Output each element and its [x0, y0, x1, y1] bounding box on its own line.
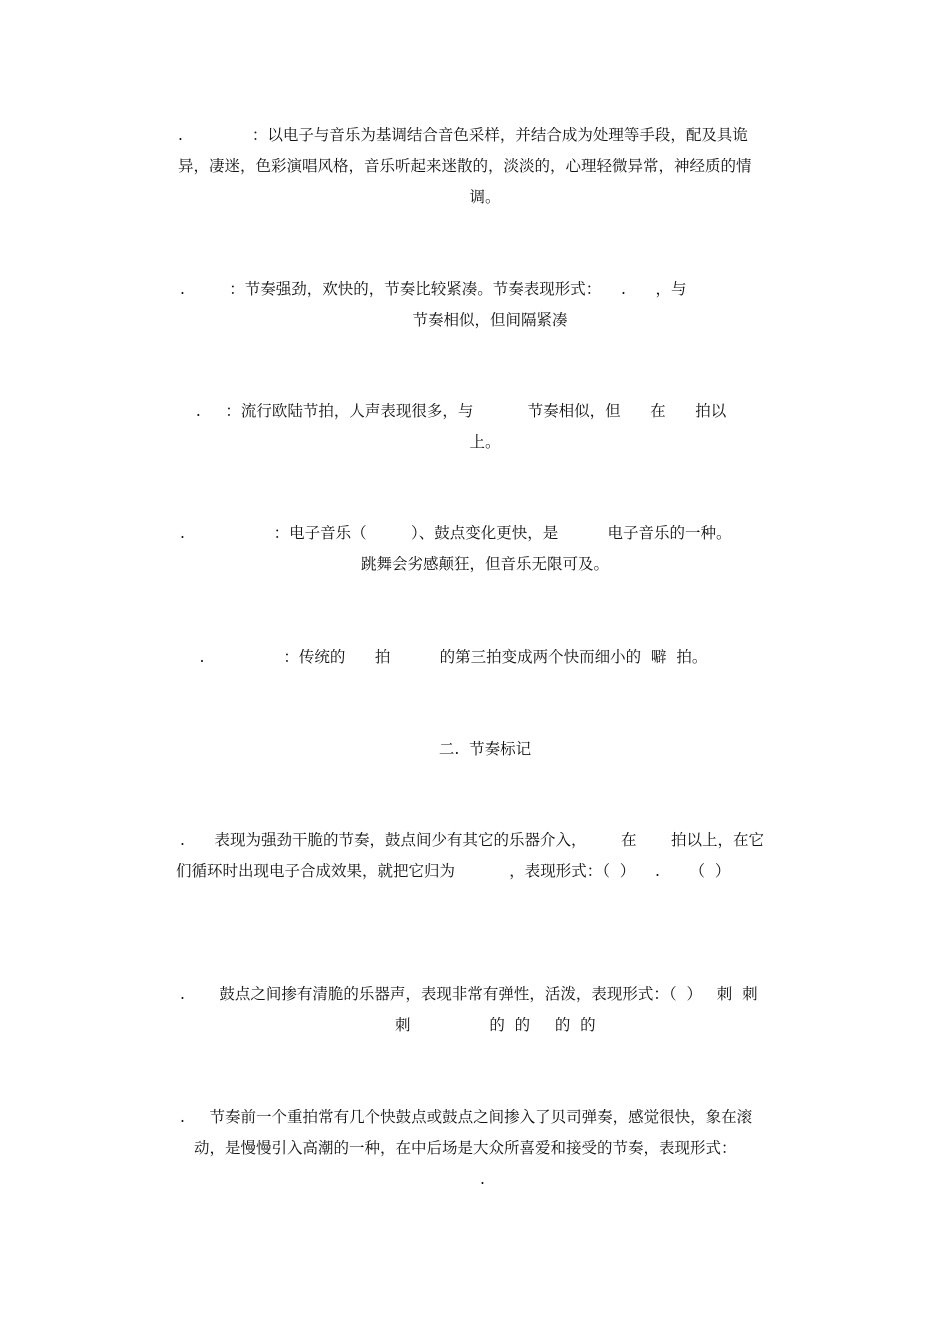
section-heading: 二. 节奏标记 — [438, 740, 532, 758]
paragraph-5-line-1: . ：传统的 拍 的第三拍变成两个快而细小的 噼 拍。 — [170, 648, 708, 666]
paragraph-1-line-2: 异，凄迷，色彩演唱风格，音乐听起来迷散的，淡淡的，心理轻微异常，神经质的情 — [178, 157, 752, 175]
paragraph-6-line-1: . 表现为强劲干脆的节奏，鼓点间少有其它的乐器介入， 在 拍以上，在它 — [180, 831, 764, 849]
paragraph-8-line-1: . 节奏前一个重拍常有几个快鼓点或鼓点之间掺入了贝司弹奏，感觉很快，象在滚 — [180, 1108, 753, 1126]
paragraph-8-line-2: 动，是慢慢引入高潮的一种，在中后场是大众所喜爱和接受的节奏，表现形式： — [194, 1139, 737, 1157]
paragraph-6-line-2: 们循环时出现电子合成效果，就把它归为 ，表现形式：（ ） . （ ） — [176, 862, 731, 880]
paragraph-3-line-1: . ：流行欧陆节拍，人声表现很多，与 节奏相似，但 在 拍以 — [186, 402, 727, 420]
paragraph-4-line-2: 跳舞会劣感颠狂，但音乐无限可及。 — [360, 555, 609, 573]
paragraph-2-line-2: 节奏相似，但间隔紧凑 — [412, 311, 568, 329]
paragraph-2-line-1: . ：节奏强劲，欢快的，节奏比较紧凑。节奏表现形式： . ，与 — [180, 280, 687, 298]
paragraph-1-line-3: 调。 — [469, 188, 501, 206]
paragraph-7-line-2: 刺 的 的 的 的 — [395, 1016, 596, 1034]
paragraph-1-line-1: . ：以电子与音乐为基调结合音色采样，并结合成为处理等手段，配及具诡 — [178, 126, 748, 144]
paragraph-3-line-2: 上。 — [469, 433, 501, 451]
paragraph-7-line-1: . 鼓点之间掺有清脆的乐器声，表现非常有弹性，活泼，表现形式：（ ） 刺 刺 — [180, 985, 758, 1003]
paragraph-4-line-1: . ：电子音乐（ ）、鼓点变化更快，是 电子音乐的一种。 — [180, 524, 732, 542]
paragraph-8-line-3: . — [480, 1170, 485, 1188]
